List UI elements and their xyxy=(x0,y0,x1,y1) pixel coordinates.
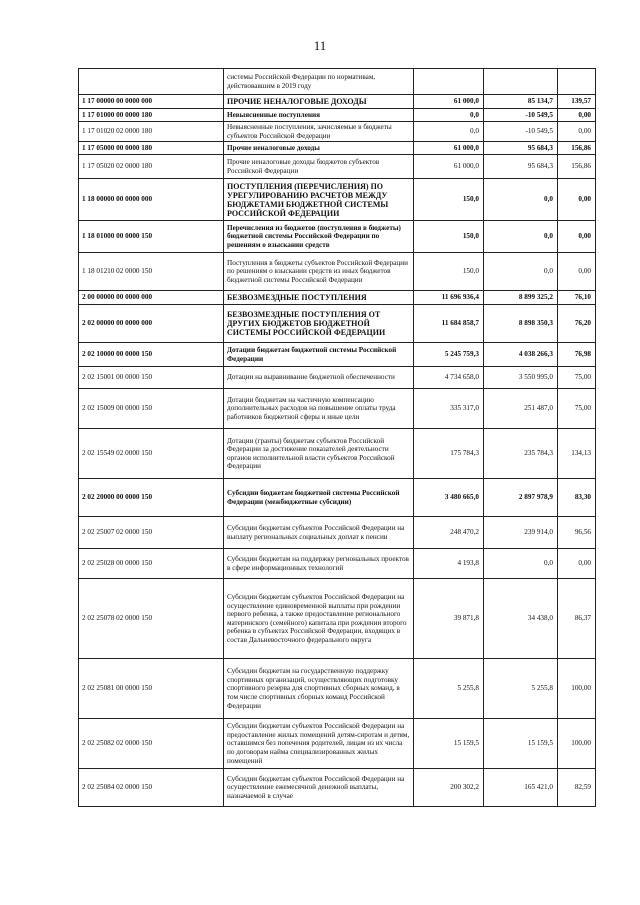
table-row xyxy=(79,579,596,659)
row-planned: 0,0 xyxy=(414,122,484,142)
table-row xyxy=(79,179,596,221)
table-row xyxy=(79,155,596,179)
table-row xyxy=(79,69,596,95)
row-executed: 95 684,3 xyxy=(484,142,558,155)
row-executed: 0,0 xyxy=(484,549,558,579)
row-code: 2 02 25081 00 0000 150 xyxy=(79,659,224,719)
row-planned: 11 696 936,4 xyxy=(414,291,484,305)
table-row xyxy=(79,719,596,769)
row-executed: 165 421,0 xyxy=(484,769,558,807)
table-row xyxy=(79,253,596,291)
row-code: 2 02 15001 00 0000 150 xyxy=(79,367,224,389)
row-name: Прочие неналоговые доходы бюджетов субъектов Российской Федерации xyxy=(224,155,414,179)
row-planned: 15 159,5 xyxy=(414,719,484,769)
row-name: Невыясненные поступления, зачисляемые в бюджеты субъектов Российской Федерации xyxy=(224,122,414,142)
row-code: 2 02 25078 02 0000 150 xyxy=(79,579,224,659)
row-name: Дотации на выравнивание бюджетной обеспеченности xyxy=(224,367,414,389)
row-percent: 76,20 xyxy=(558,305,596,343)
row-planned: 335 317,0 xyxy=(414,389,484,429)
row-planned: 4 193,8 xyxy=(414,549,484,579)
table-row xyxy=(79,221,596,253)
row-percent: 76,98 xyxy=(558,343,596,367)
row-percent: 75,00 xyxy=(558,367,596,389)
row-executed: -10 549,5 xyxy=(484,109,558,122)
row-executed: 85 134,7 xyxy=(484,95,558,109)
row-percent: 96,56 xyxy=(558,517,596,549)
row-executed: 5 255,8 xyxy=(484,659,558,719)
row-code: 2 02 00000 00 0000 000 xyxy=(79,305,224,343)
row-code: 2 02 25084 02 0000 150 xyxy=(79,769,224,807)
row-executed: 0,0 xyxy=(484,221,558,253)
row-planned: 3 480 665,0 xyxy=(414,479,484,517)
row-code: 1 18 01210 02 0000 150 xyxy=(79,253,224,291)
row-code: 2 02 25082 02 0000 150 xyxy=(79,719,224,769)
row-planned: 4 734 658,0 xyxy=(414,367,484,389)
row-name: Субсидии бюджетам субъектов Российской Федерации на осуществление ежемесячной денежной выплаты, назначаемой в случае xyxy=(224,769,414,807)
row-executed: 34 438,0 xyxy=(484,579,558,659)
row-code: 2 02 25028 00 0000 150 xyxy=(79,549,224,579)
row-percent xyxy=(558,69,596,95)
row-percent: 134,13 xyxy=(558,429,596,479)
row-percent: 76,10 xyxy=(558,291,596,305)
row-code: 2 02 20000 00 0000 150 xyxy=(79,479,224,517)
row-executed: 8 899 325,2 xyxy=(484,291,558,305)
row-name: Дотации (гранты) бюджетам субъектов Российской Федерации за достижение показателей деятельности органов исполнительной власти субъектов Российской Федерации xyxy=(224,429,414,479)
row-percent: 0,00 xyxy=(558,253,596,291)
row-percent: 156,86 xyxy=(558,155,596,179)
row-percent: 0,00 xyxy=(558,109,596,122)
row-code: 1 17 01020 02 0000 180 xyxy=(79,122,224,142)
row-code: 2 02 25007 02 0000 150 xyxy=(79,517,224,549)
row-code: 1 17 01000 00 0000 180 xyxy=(79,109,224,122)
table-row xyxy=(79,95,596,109)
row-name: Субсидии бюджетам субъектов Российской Федерации на осуществление единовременной выплаты при рождении первого ребенка, а также предоставление регионального материнского (семейного) капитала при рождении второго ребенка в субъектах Российской Федерации, входящих в состав Дальневосточного федерального округа xyxy=(224,579,414,659)
row-planned: 0,0 xyxy=(414,109,484,122)
row-planned: 61 000,0 xyxy=(414,142,484,155)
row-executed: -10 549,5 xyxy=(484,122,558,142)
row-code: 2 02 10000 00 0000 150 xyxy=(79,343,224,367)
row-percent: 156,86 xyxy=(558,142,596,155)
row-planned: 150,0 xyxy=(414,253,484,291)
row-name: Прочие неналоговые доходы xyxy=(224,142,414,155)
row-planned: 39 871,8 xyxy=(414,579,484,659)
row-name: Невыясненные поступления xyxy=(224,109,414,122)
row-executed: 95 684,3 xyxy=(484,155,558,179)
table-row xyxy=(79,122,596,142)
table-row xyxy=(79,389,596,429)
page-number: 11 xyxy=(313,38,327,53)
row-planned: 5 255,8 xyxy=(414,659,484,719)
table-row xyxy=(79,291,596,305)
row-code: 2 00 00000 00 0000 000 xyxy=(79,291,224,305)
row-executed: 15 159,5 xyxy=(484,719,558,769)
row-code: 1 18 01000 00 0000 150 xyxy=(79,221,224,253)
row-planned: 248 470,2 xyxy=(414,517,484,549)
row-executed: 2 897 978,9 xyxy=(484,479,558,517)
row-percent: 100,00 xyxy=(558,719,596,769)
row-percent: 86,37 xyxy=(558,579,596,659)
row-executed: 3 550 995,0 xyxy=(484,367,558,389)
table-row xyxy=(79,517,596,549)
row-name: ПРОЧИЕ НЕНАЛОГОВЫЕ ДОХОДЫ xyxy=(224,95,414,109)
row-executed: 251 487,0 xyxy=(484,389,558,429)
row-planned: 61 000,0 xyxy=(414,95,484,109)
table-row xyxy=(79,343,596,367)
table-row xyxy=(79,479,596,517)
row-planned xyxy=(414,69,484,95)
row-percent: 82,59 xyxy=(558,769,596,807)
row-name: Субсидии бюджетам бюджетной системы Российской Федерации (межбюджетные субсидии) xyxy=(224,479,414,517)
row-planned: 61 000,0 xyxy=(414,155,484,179)
row-name: системы Российской Федерации по нормативам, действовавшим в 2019 году xyxy=(224,69,414,95)
row-name: БЕЗВОЗМЕЗДНЫЕ ПОСТУПЛЕНИЯ ОТ ДРУГИХ БЮДЖЕТОВ БЮДЖЕТНОЙ СИСТЕМЫ РОССИЙСКОЙ ФЕДЕРАЦИИ xyxy=(224,305,414,343)
row-planned: 150,0 xyxy=(414,221,484,253)
row-percent: 0,00 xyxy=(558,221,596,253)
row-executed: 4 038 266,3 xyxy=(484,343,558,367)
row-percent: 75,00 xyxy=(558,389,596,429)
table-row xyxy=(79,142,596,155)
row-code: 2 02 15549 02 0000 150 xyxy=(79,429,224,479)
row-planned: 5 245 759,3 xyxy=(414,343,484,367)
table-row xyxy=(79,305,596,343)
row-percent: 100,00 xyxy=(558,659,596,719)
row-percent: 0,00 xyxy=(558,179,596,221)
row-code: 1 17 00000 00 0000 000 xyxy=(79,95,224,109)
row-name: Перечисления из бюджетов (поступления в бюджеты) бюджетной системы Российской Федерации по решениям о взыскании средств xyxy=(224,221,414,253)
row-percent: 83,30 xyxy=(558,479,596,517)
row-executed: 0,0 xyxy=(484,179,558,221)
row-executed: 239 914,0 xyxy=(484,517,558,549)
row-executed: 235 784,3 xyxy=(484,429,558,479)
row-executed: 0,0 xyxy=(484,253,558,291)
row-name: Поступления в бюджеты субъектов Российской Федерации по решениям о взыскании средств из иных бюджетов бюджетной системы Российской Федерации xyxy=(224,253,414,291)
row-name: Субсидии бюджетам субъектов Российской Федерации на предоставление жилых помещений детям-сиротам и детям, оставшимся без попечения родителей, лицам из их числа по договорам найма специализированных жилых помещений xyxy=(224,719,414,769)
row-name: ПОСТУПЛЕНИЯ (ПЕРЕЧИСЛЕНИЯ) ПО УРЕГУЛИРОВАНИЮ РАСЧЕТОВ МЕЖДУ БЮДЖЕТАМИ БЮДЖЕТНОЙ СИСТЕМЫ РОССИЙСКОЙ ФЕДЕРАЦИИ xyxy=(224,179,414,221)
row-name: Субсидии бюджетам на государственную поддержку спортивных организаций, осуществляющих подготовку спортивного резерва для спортивных сборных команд, в том числе спортивных сборных команд Российской Федерации xyxy=(224,659,414,719)
table-row xyxy=(79,769,596,807)
row-name: Дотации бюджетам бюджетной системы Российской Федерации xyxy=(224,343,414,367)
row-planned: 175 784,3 xyxy=(414,429,484,479)
row-planned: 11 684 858,7 xyxy=(414,305,484,343)
table-row xyxy=(79,549,596,579)
row-percent: 0,00 xyxy=(558,122,596,142)
table-row xyxy=(79,429,596,479)
row-code: 2 02 15009 00 0000 150 xyxy=(79,389,224,429)
table-row xyxy=(79,367,596,389)
row-name: Субсидии бюджетам субъектов Российской Федерации на выплату региональных социальных доплат к пенсии xyxy=(224,517,414,549)
row-code: 1 17 05000 00 0000 180 xyxy=(79,142,224,155)
row-percent: 0,00 xyxy=(558,549,596,579)
row-percent: 139,57 xyxy=(558,95,596,109)
row-code xyxy=(79,69,224,95)
row-planned: 150,0 xyxy=(414,179,484,221)
row-name: Субсидии бюджетам на поддержку региональных проектов в сфере информационных технологий xyxy=(224,549,414,579)
row-executed xyxy=(484,69,558,95)
table-row xyxy=(79,659,596,719)
budget-revenue-table xyxy=(78,68,596,807)
row-code: 1 17 05020 02 0000 180 xyxy=(79,155,224,179)
row-executed: 8 898 350,3 xyxy=(484,305,558,343)
table-row xyxy=(79,109,596,122)
row-planned: 200 302,2 xyxy=(414,769,484,807)
row-name: БЕЗВОЗМЕЗДНЫЕ ПОСТУПЛЕНИЯ xyxy=(224,291,414,305)
row-name: Дотации бюджетам на частичную компенсацию дополнительных расходов на повышение оплаты труда работников бюджетной сферы и иные цели xyxy=(224,389,414,429)
row-code: 1 18 00000 00 0000 000 xyxy=(79,179,224,221)
